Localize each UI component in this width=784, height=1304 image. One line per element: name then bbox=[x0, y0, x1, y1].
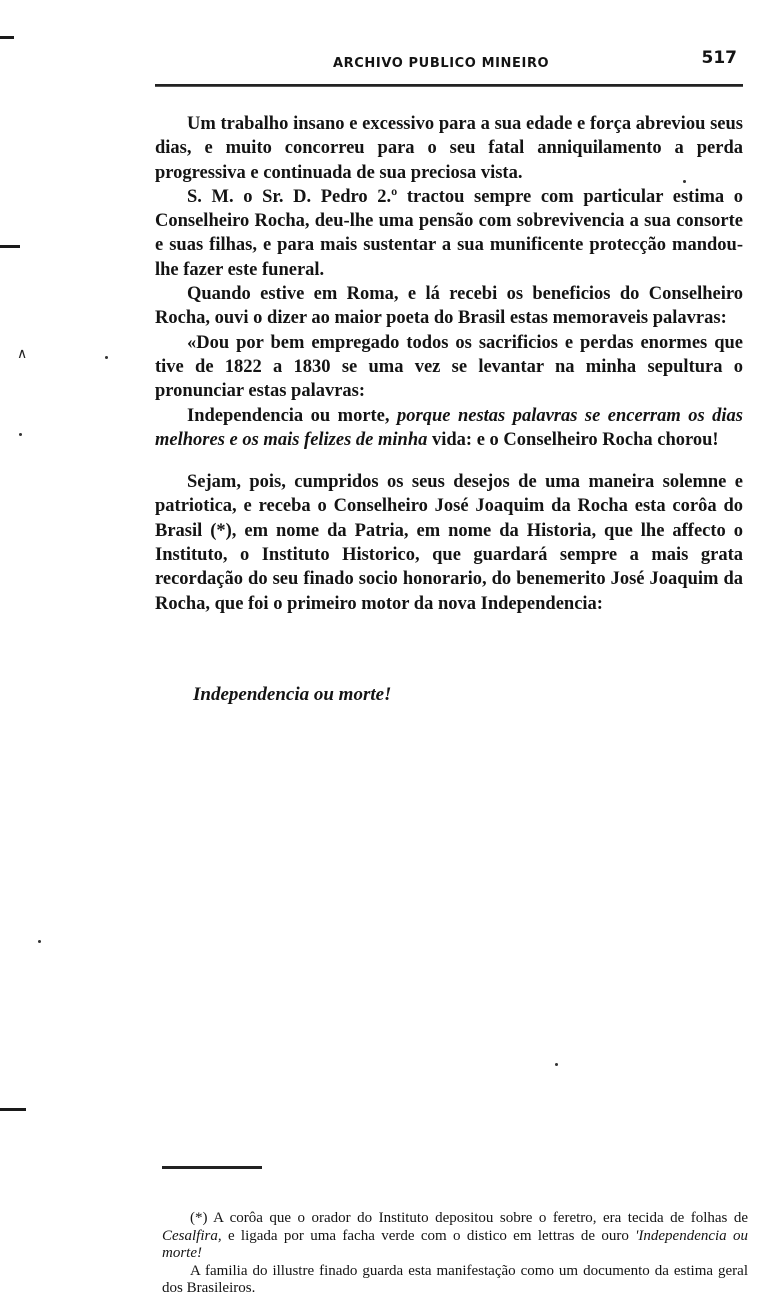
margin-dot bbox=[105, 356, 108, 359]
footnote-italic: Cesalfira, bbox=[162, 1227, 222, 1244]
footnotes bbox=[162, 1210, 748, 1298]
margin-dot bbox=[38, 940, 41, 943]
quote-paragraph bbox=[155, 404, 743, 453]
footnote-italic: 'Independencia ou morte! bbox=[162, 1227, 749, 1261]
margin-dot bbox=[19, 433, 22, 436]
paragraph: «Dou por bem empregado todos os sacrificios e perdas enormes que tive de 1822 a 1830 se uma vez se levantar na minha sepultura o pronunciar estas palavras: bbox=[155, 332, 743, 402]
margin-mark bbox=[0, 1108, 26, 1111]
paragraph: Sejam, pois, cumpridos os seus desejos de uma maneira solemne e patriotica, e receba o Conselheiro José Joaquim da Rocha esta corôa do Brasil (*), em nome da Patria, em nome da Historia, que lhe affecto o Instituto, o Instituto Historico, que guardará sempre a mais grata recordação do seu finado socio honorario, do benemerito José Joaquim da Rocha, que foi o primeiro motor da nova Independencia: bbox=[155, 472, 743, 614]
running-header bbox=[155, 46, 743, 76]
header-rule bbox=[155, 84, 743, 87]
margin-mark bbox=[0, 245, 20, 248]
margin-mark bbox=[0, 36, 14, 39]
body-text bbox=[155, 112, 743, 616]
header-title: ARCHIVO PUBLICO MINEIRO bbox=[333, 56, 550, 71]
margin-dot bbox=[555, 1063, 558, 1066]
paragraph: Um trabalho insano e excessivo para a sua edade e força abreviou seus dias, e muito concorreu para o seu fatal anniquilamento a perda progressiva e continuada de sua preciosa vista. bbox=[155, 114, 743, 183]
footnote-rule bbox=[162, 1166, 262, 1169]
quote-tail: vida: e o Conselheiro Rocha chorou! bbox=[432, 429, 719, 450]
page-number: 517 bbox=[701, 48, 737, 68]
quote-lead: Independencia ou morte, bbox=[187, 405, 390, 426]
paragraph: Quando estive em Roma, e lá recebi os beneficios do Conselheiro Rocha, ouvi o dizer ao maior poeta do Brasil estas memoraveis palavras: bbox=[155, 284, 743, 329]
footnote bbox=[162, 1210, 748, 1263]
quote-italic: porque nestas palavras se encerram os dias melhores e os mais felizes de minha bbox=[155, 405, 744, 450]
footnote-text: e ligada por uma facha verde com o distico em lettras de ouro bbox=[227, 1227, 629, 1244]
margin-glyph: ∧ bbox=[17, 346, 28, 362]
footnote-text: (*) A corôa que o orador do Instituto depositou sobre o feretro, era tecida de folhas de bbox=[190, 1210, 748, 1226]
closing-line: Independencia ou morte! bbox=[193, 684, 392, 705]
paragraph: S. M. o Sr. D. Pedro 2.º tractou sempre com particular estima o Conselheiro Rocha, deu-lhe uma pensão com sobrevivencia a sua consorte e suas filhas, e para mais sustentar a sua munificente protecção mandou-lhe fazer este funeral. bbox=[155, 186, 743, 280]
footnote: A familia do illustre finado guarda esta manifestação como um documento da estima geral dos Brasileiros. bbox=[162, 1262, 748, 1296]
